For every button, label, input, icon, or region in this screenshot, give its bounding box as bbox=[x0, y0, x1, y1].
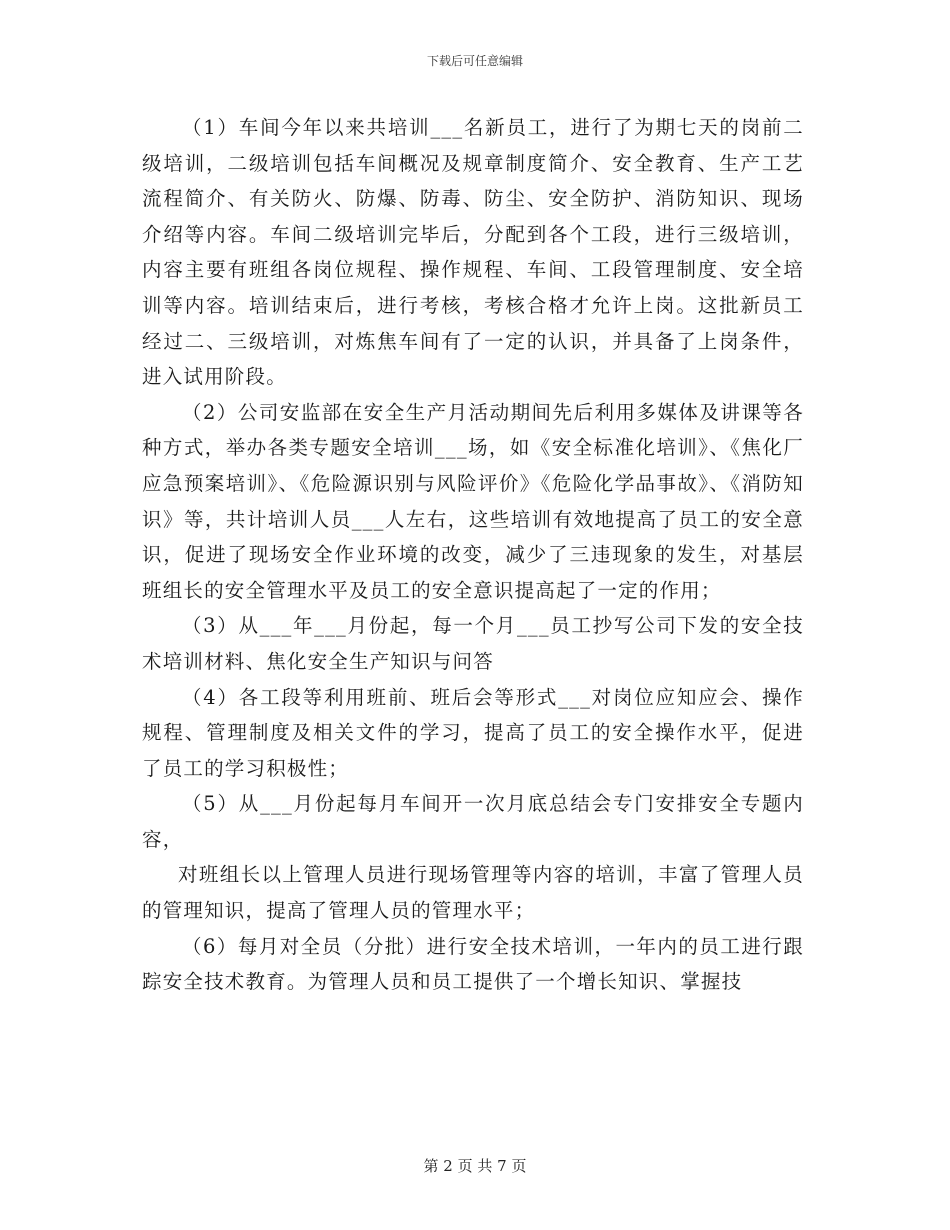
paragraph-3: （3）从___年___月份起，每一个月___员工抄写公司下发的安全技术培训材料、焦化安全生产知识与问答 bbox=[142, 614, 804, 673]
page-footer: 第 2 页 共 7 页 bbox=[423, 1157, 527, 1175]
paragraph-2: （2）公司安监部在安全生产月活动期间先后利用多媒体及讲课等各种方式，举办各类专题安全培训___场，如《安全标准化培训》、《焦化厂应急预案培训》、《危险源识别与风险评价》《危险化学品事故》、《消防知识》等，共计培训人员___人左右，这些培训有效地提高了员工的安全意识，促进了现场安全作业环境的改变，减少了三违现象的发生，对基层班组长的安全管理水平及员工的安全意识提高起了一定的作用； bbox=[142, 400, 804, 602]
paragraph-1: （1）车间今年以来共培训___名新员工，进行了为期七天的岗前二级培训，二级培训包括车间概况及规章制度简介、安全教育、生产工艺流程简介、有关防火、防爆、防毒、防尘、安全防护、消防知识、现场介绍等内容。车间二级培训完毕后，分配到各个工段，进行三级培训，内容主要有班组各岗位规程、操作规程、车间、工段管理制度、安全培训等内容。培训结束后，进行考核，考核合格才允许上岗。这批新员工经过二、三级培训，对炼焦车间有了一定的认识，并具备了上岗条件，进入试用阶段。 bbox=[142, 116, 804, 389]
paragraph-5: （5）从___月份起每月车间开一次月底总结会专门安排安全专题内容， bbox=[142, 792, 804, 851]
paragraph-7: （6）每月对全员（分批）进行安全技术培训，一年内的员工进行跟踪安全技术教育。为管理人员和员工提供了一个增长知识、掌握技 bbox=[142, 934, 804, 994]
paragraph-4: （4）各工段等利用班前、班后会等形式___对岗位应知应会、操作规程、管理制度及相关文件的学习，提高了员工的安全操作水平，促进了员工的学习积极性； bbox=[142, 685, 804, 780]
paragraph-6: 对班组长以上管理人员进行现场管理等内容的培训，丰富了管理人员的管理知识，提高了管理人员的管理水平； bbox=[142, 863, 804, 923]
page-header: 下载后可任意编辑 bbox=[426, 54, 523, 68]
document-body bbox=[142, 110, 804, 1000]
